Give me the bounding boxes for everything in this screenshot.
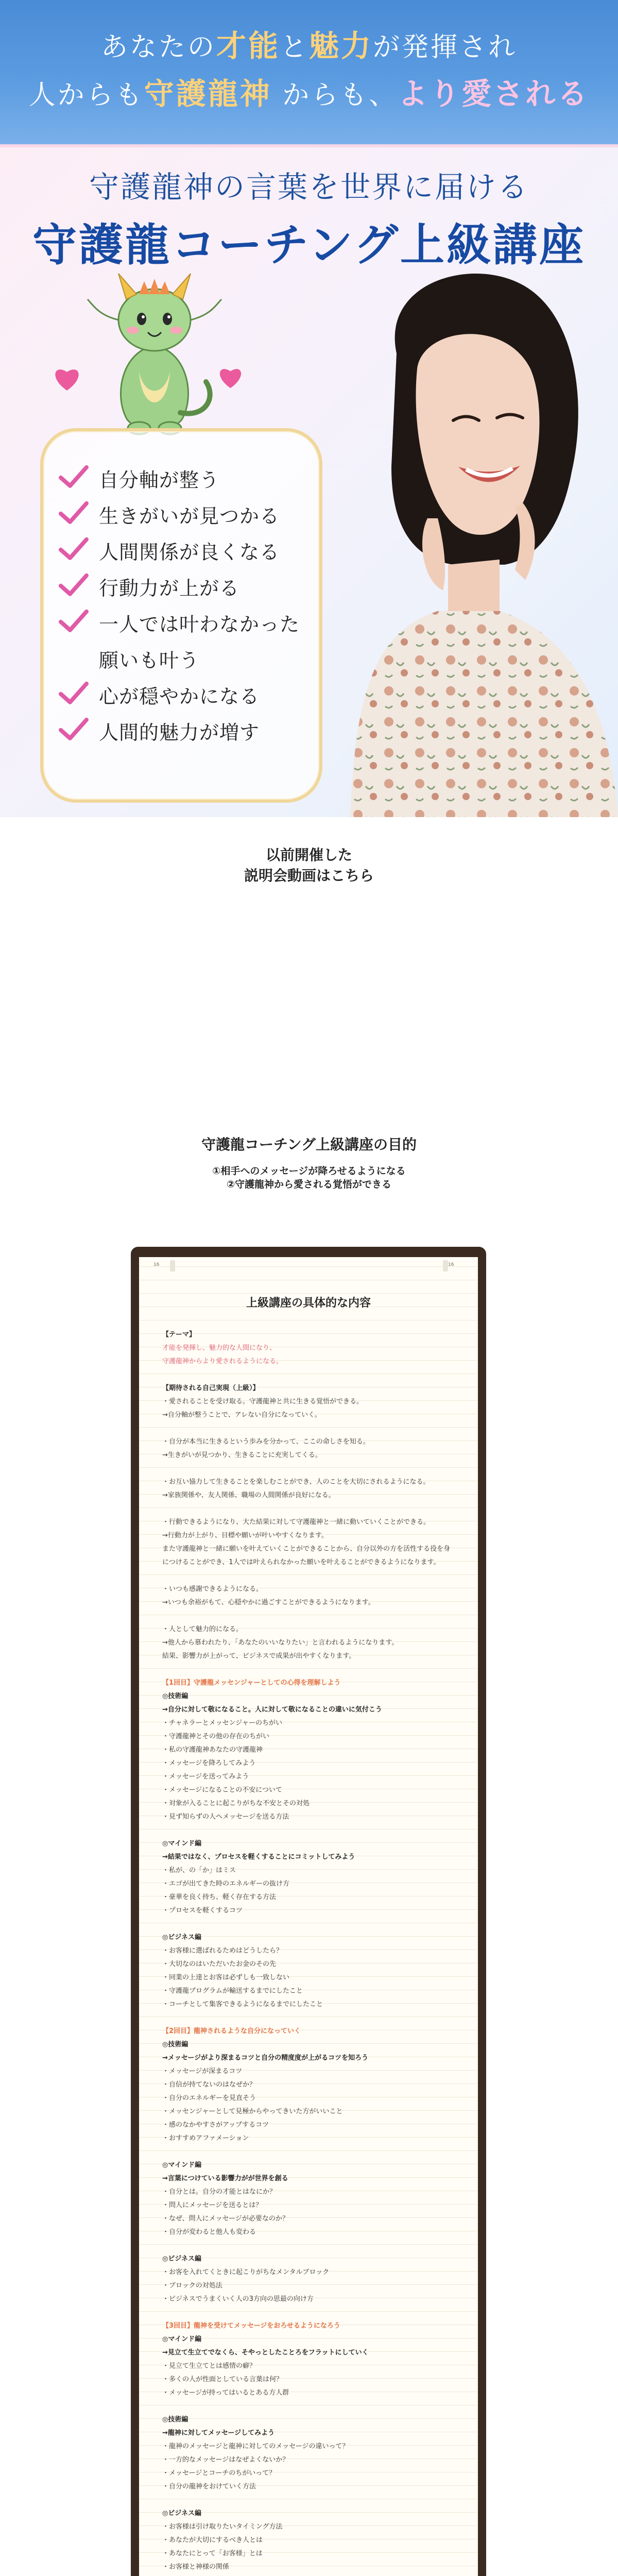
section-heading: ◎ビジネス編 — [162, 1934, 201, 1941]
notebook-frame — [131, 1247, 486, 2576]
section-heading: ◎技術編 — [162, 1692, 188, 1700]
content-line: 才能を発揮し、魅力的な人間になり、 — [162, 1344, 277, 1352]
content-line: 守護龍神からより愛されるようになる。 — [162, 1358, 283, 1365]
benefit-text-line: 一人では叶わなかった — [99, 613, 300, 636]
binder-ring-icon — [443, 1260, 448, 1272]
purpose-item: ①相手へのメッセージが降ろせるようになる — [212, 1165, 406, 1177]
check-icon — [59, 573, 89, 597]
content-line: ・感のなかやすさがアップするコツ — [162, 2121, 269, 2129]
line-spacer — [162, 1462, 456, 1476]
line-spacer — [162, 2306, 456, 2319]
check-icon — [59, 609, 89, 633]
content-line: ・自分が本当に生きるという歩みを分かって、ここの命しさを知る。 — [162, 1438, 370, 1446]
binder-ring-icon — [170, 1260, 175, 1272]
heart-icon — [52, 364, 82, 392]
line-spacer — [162, 1918, 456, 1931]
line-spacer — [162, 2145, 456, 2159]
content-line: ・メッセージとコーチのちがいって？ — [162, 2469, 276, 2477]
section-heading: ◎技術編 — [162, 2416, 188, 2424]
content-line: ・チャネラーとメッセンジャーのちがい — [162, 1719, 283, 1727]
banner-line-1 — [0, 22, 618, 65]
content-line: →家族関係や、友人関係、職場の人間関係が良好になる。 — [162, 1492, 335, 1499]
heart-icon — [216, 364, 245, 389]
benefit-text: 心が穏やかになる — [99, 685, 260, 708]
content-line: 結果、影響力が上がって、ビジネスで成果が出やすくなります。 — [162, 1652, 356, 1660]
content-line: →自分軸が整うことで、アレない自分になっていく。 — [162, 1411, 321, 1419]
page-number: 16 — [448, 1262, 454, 1267]
benefit-text — [99, 606, 300, 679]
notebook-content — [162, 1328, 456, 2574]
content-line: ・ブロックの対処法 — [162, 2282, 222, 2290]
benefit-text: 行動力が上がる — [99, 577, 240, 600]
content-line: ・メッセージを降ろしてみよう — [162, 1759, 256, 1767]
section-heading: →メッセージがより深まるコツと自分の精度度が上がるコツを知ろう — [162, 2054, 369, 2062]
line-spacer — [162, 2239, 456, 2252]
content-line: →生きがいが見つかり、生きることに充実してくる。 — [162, 1451, 322, 1459]
section-heading: ◎技術編 — [162, 2041, 188, 2048]
content-line: ・おすすめアファメーション — [162, 2134, 249, 2142]
line-spacer — [162, 2011, 456, 2025]
check-icon — [59, 501, 89, 525]
banner-text: と — [280, 32, 309, 63]
content-line: ・いつも感謝できるようになる。 — [162, 1585, 263, 1593]
section-heading: ◎ビジネス編 — [162, 2255, 201, 2263]
section-heading: →自分に対して敬になること。人に対して敬になることの違いに気付こう — [162, 1706, 382, 1714]
banner-text: が発揮され — [373, 32, 518, 63]
content-line: ・大切なのはいただいたお金のその先 — [162, 1960, 277, 1968]
benefit-text: 人間的魅力が増す — [99, 721, 260, 744]
video-embed[interactable] — [103, 896, 515, 1113]
content-line: ・守護龍プログラムが輸送するまでにしたこと — [162, 1987, 303, 1995]
content-line: ・人として魅力的になる。 — [162, 1625, 243, 1633]
video-label — [0, 845, 618, 886]
content-line: ・私が、の「か」はミス — [162, 1867, 236, 1874]
content-line: ・自分の龍神をおけていく方法 — [162, 2483, 256, 2490]
section-heading: ◎マインド編 — [162, 2161, 202, 2169]
section-heading: →結果ではなく、プロセスを軽くすることにコミットしてみよう — [162, 1853, 355, 1861]
banner-text: あなたの — [100, 32, 216, 63]
content-line: ・愛されることを受け取る。守護龍神と共に生きる覚悟ができる。 — [162, 1398, 364, 1405]
content-line: につけることができ、1人では叶えられなかった願いを叶えることができるようになります。 — [162, 1558, 440, 1566]
content-line: ・メッセンジャーとして見極からやってきいた方がいいこと — [162, 2108, 343, 2115]
content-line: ・同業の上達とお客は必ずしも一致しない — [162, 1974, 290, 1981]
section-heading: →言葉につけている影響力がが世界を創る — [162, 2175, 288, 2182]
section-heading: →龍神に対してメッセージしてみよう — [162, 2429, 275, 2437]
line-spacer — [162, 1663, 456, 1676]
page-number: 16 — [153, 1262, 160, 1267]
benefit-item — [59, 679, 300, 715]
content-line: →いつも余裕がもて、心穏やかに過ごすことができるようになります。 — [162, 1599, 375, 1606]
dragon-mascot-icon — [77, 263, 232, 449]
line-spacer — [162, 1422, 456, 1435]
content-line: ・守護龍神とその他の存在のちがい — [162, 1733, 270, 1740]
content-line: ・エゴが出てきた時のエネルギーの抜け方 — [162, 1880, 290, 1888]
banner-text: 人からも — [28, 80, 144, 111]
benefit-list — [59, 462, 300, 751]
hero-section — [0, 147, 618, 817]
line-spacer — [162, 2400, 456, 2413]
content-line: ・見立て生立てとは感情の癖？ — [162, 2362, 256, 2370]
section-heading: 【期待される自己実現（上級）】 — [162, 1384, 260, 1392]
content-line: ・龍神のメッセージと龍神に対してのメッセージの違いって？ — [162, 2443, 349, 2450]
content-line: ・豪華を良く持ち、軽く存在する方法 — [162, 1893, 277, 1901]
benefit-item — [59, 498, 300, 534]
purpose-item: ②守護龍神から愛される覚悟ができる — [226, 1179, 392, 1190]
content-line: ・お客様と神様の関係 — [162, 2563, 230, 2571]
session-heading: 【1回目】守護龍メッセンジャーとしての心得を理解しよう — [162, 1679, 341, 1687]
content-line: ・プロセスを軽くするコツ — [162, 1907, 243, 1914]
benefit-text-line: 願いも叶う — [99, 649, 200, 672]
content-line: ・お客様に選ばれるためはどうしたら？ — [162, 1947, 283, 1955]
hero-subtitle: 守護龍神の言葉を世界に届ける — [89, 170, 529, 205]
banner-line-2 — [0, 70, 618, 113]
content-line: また守護龍神と一緒に願いを叶えていくことができることから、自分以外の方を活性する役を身 — [162, 1545, 451, 1553]
check-icon — [59, 465, 89, 489]
content-line: ・問人にメッセージを送るとは？ — [162, 2201, 263, 2209]
section-heading: 【テーマ】 — [162, 1331, 196, 1338]
video-label-line: 説明会動画はこちら — [244, 867, 374, 884]
content-line: ・一方的なメッセージはなぜよくないか？ — [162, 2456, 289, 2464]
notebook-paper — [139, 1257, 478, 2576]
benefit-item — [59, 570, 300, 606]
banner-highlight-loved: より愛される — [398, 76, 590, 111]
session-heading: 【3回目】龍神を受けてメッセージをおろせるようになろう — [162, 2322, 340, 2330]
line-spacer — [162, 1609, 456, 1623]
line-spacer — [162, 2494, 456, 2507]
content-line: ・コーチとして集客できるようになるまでにしたこと — [162, 2001, 323, 2008]
banner-highlight-charm: 魅力 — [309, 28, 373, 63]
check-icon — [59, 682, 89, 705]
content-line: ・お互い協力して生きることを楽しむことができ、人のことを大切にされるようになる。 — [162, 1478, 430, 1486]
content-line: ・自分が変わると他人も変わる — [162, 2228, 256, 2236]
check-icon — [59, 537, 89, 561]
line-spacer — [162, 1502, 456, 1516]
banner-highlight-dragon: 守護龍神 — [144, 76, 272, 111]
purpose-title: 守護龍コーチング上級講座の目的 — [201, 1136, 417, 1153]
check-icon — [59, 718, 89, 741]
benefit-card — [40, 428, 322, 803]
benefit-item — [59, 715, 300, 751]
line-spacer — [162, 1368, 456, 1382]
content-line: ・行動できるようになり、大た結果に対して守護龍神と一緒に動いていくことができる。 — [162, 1518, 431, 1526]
content-line: ・メッセージが持ってはいるとある方人群 — [162, 2389, 289, 2397]
content-line: ・自信が持てないのはなぜか？ — [162, 2081, 256, 2089]
video-label-line: 以前開催した — [265, 846, 352, 863]
content-line: →行動力が上がり、目標や願いが叶いやすくなります。 — [162, 1532, 328, 1539]
content-line: ・あなたにとって「お客様」とは — [162, 2550, 263, 2557]
content-line: ・自分とは。自分の才能とはなにか？ — [162, 2188, 277, 2196]
content-line: ・ビジネスでうまくいく人の3方向の思最の向け方 — [162, 2295, 314, 2303]
content-line: ・メッセージになることの不安について — [162, 1786, 282, 1794]
hero-title: 守護龍コーチング上級講座 — [32, 219, 586, 271]
content-line: →他人から慕われたり、「あなたのいいなりたい」と言われるようになります。 — [162, 1639, 399, 1647]
benefit-item — [59, 606, 300, 679]
benefit-text: 生きがいが見つかる — [99, 505, 280, 528]
content-line: ・私の守護龍神あなたの守護龍神 — [162, 1746, 263, 1754]
content-line: ・見ず知らずの人へメッセージを送る方法 — [162, 1813, 289, 1821]
section-heading: →見立て生立てでなくら、そやっとしたことろをフラットにしていく — [162, 2349, 369, 2357]
benefit-item — [59, 534, 300, 570]
section-heading: ◎ビジネス編 — [162, 2510, 201, 2517]
line-spacer — [162, 1824, 456, 1837]
content-line: ・メッセージが深まるコツ — [162, 2067, 243, 2075]
benefit-text: 自分軸が整う — [99, 469, 220, 492]
top-banner — [0, 0, 618, 147]
section-heading: ◎マインド編 — [162, 2335, 202, 2343]
purpose-list — [0, 1164, 618, 1191]
notebook-heading: 上級講座の具体的な内容 — [246, 1297, 371, 1310]
session-heading: 【2回目】龍神されるような自分になっていく — [162, 2027, 301, 2035]
banner-text: からも、 — [282, 80, 398, 111]
content-line: ・自分のエネルギーを見直そう — [162, 2094, 256, 2102]
content-line: ・なぜ、問人にメッセージが必要なのか？ — [162, 2215, 289, 2223]
content-line: ・あなたが大切にするべき人とは — [162, 2536, 263, 2544]
content-line: ・多くの人が性面としている言葉は何？ — [162, 2376, 283, 2383]
benefit-item — [59, 462, 300, 498]
banner-highlight-talent: 才能 — [216, 28, 280, 63]
content-line: ・お客様は引け取りたいタイミング方法 — [162, 2523, 283, 2531]
content-line: ・お客を入れてくときに起こりがちなメンタルブロック — [162, 2268, 330, 2276]
portrait-photo — [319, 250, 618, 817]
content-line: ・メッセージを送ってみよう — [162, 1773, 249, 1781]
line-spacer — [162, 1569, 456, 1583]
content-line: ・対象が入ることに起こりがちな不安とその対処 — [162, 1800, 310, 1807]
benefit-text: 人間関係が良くなる — [99, 541, 280, 564]
section-heading: ◎マインド編 — [162, 1840, 202, 1848]
